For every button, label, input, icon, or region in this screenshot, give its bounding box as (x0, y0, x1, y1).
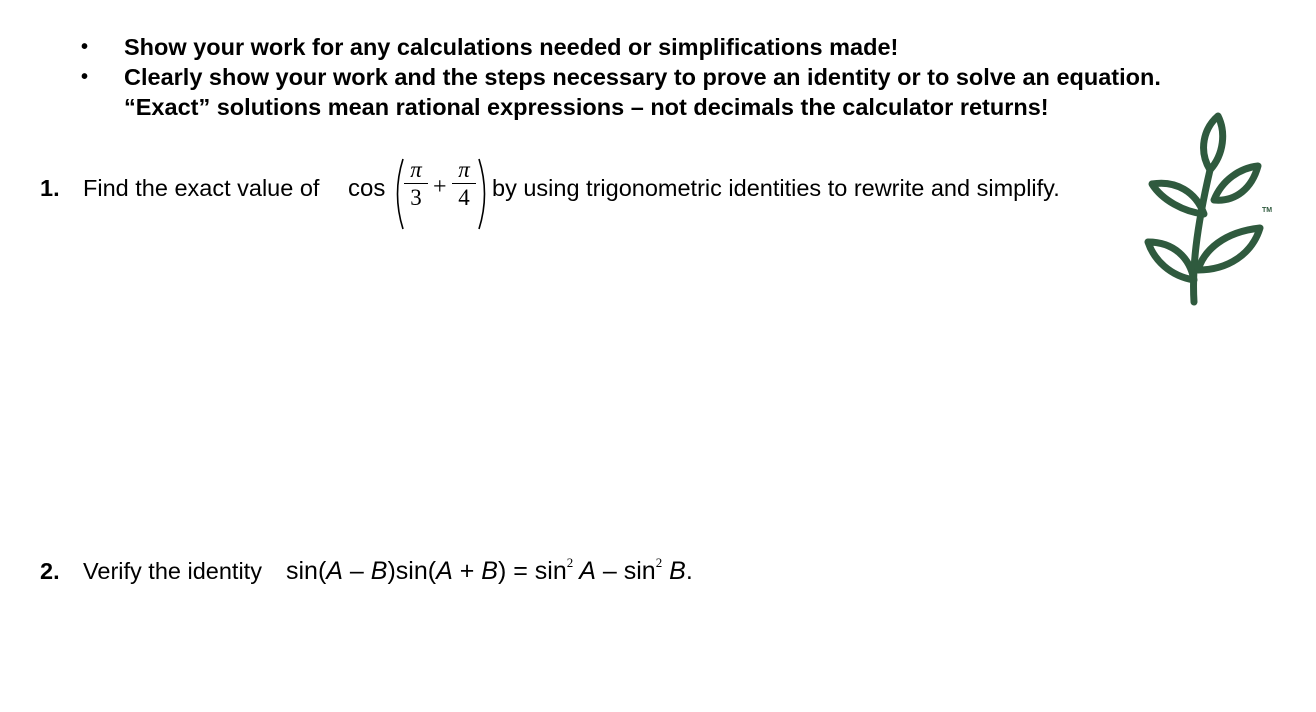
left-paren-icon (391, 157, 405, 231)
question-tail-text: by using trigonometric identities to rewrite and simplify. (492, 175, 1060, 201)
identity-expression (286, 557, 693, 586)
fraction-bar (404, 183, 428, 184)
fraction-bar (452, 183, 476, 184)
exponent: 2 (655, 555, 663, 570)
fraction-denominator: 3 (410, 185, 422, 211)
instruction-text: Show your work for any calculations needed or simplifications made! (124, 34, 899, 60)
bullet-icon: • (81, 36, 89, 58)
fraction-numerator: π (410, 157, 422, 182)
expr-part: – sin (595, 557, 656, 585)
var-b: B (481, 557, 498, 585)
expr-part: ) = sin (497, 557, 567, 585)
bullet-icon: • (81, 66, 89, 88)
period: . (685, 557, 693, 585)
cos-function: cos (348, 175, 386, 202)
instruction-text: Clearly show your work and the steps necessary to prove an identity or to solve an equation. (124, 64, 1161, 90)
plus-sign: + (452, 557, 482, 585)
trademark-mark: TM (1262, 207, 1273, 214)
question-lead-text: Find the exact value of (83, 175, 320, 201)
fraction-numerator: π (458, 157, 470, 182)
fraction-pi-over-3 (404, 158, 428, 210)
expr-part: )sin( (387, 557, 437, 585)
instruction-text: “Exact” solutions mean rational expressions – not decimals the calculator returns! (124, 94, 1049, 120)
exponent: 2 (566, 555, 574, 570)
leaf-sprig-logo-icon (1140, 110, 1280, 310)
var-a: A (436, 557, 453, 585)
fraction-denominator: 4 (458, 185, 470, 211)
expr-part: sin( (286, 557, 327, 585)
var-b: B (662, 557, 686, 585)
var-b: B (370, 557, 388, 585)
minus-sign: – (342, 557, 371, 585)
right-paren-icon (477, 157, 491, 231)
var-a: A (573, 557, 596, 585)
question-1 (0, 157, 1140, 243)
fraction-pi-over-4 (452, 158, 476, 210)
plus-sign: + (433, 174, 447, 200)
question-number: 1. (40, 175, 60, 201)
question-number: 2. (40, 558, 60, 584)
var-a: A (326, 557, 343, 585)
question-lead-text: Verify the identity (83, 558, 262, 584)
question-2 (0, 556, 1316, 596)
